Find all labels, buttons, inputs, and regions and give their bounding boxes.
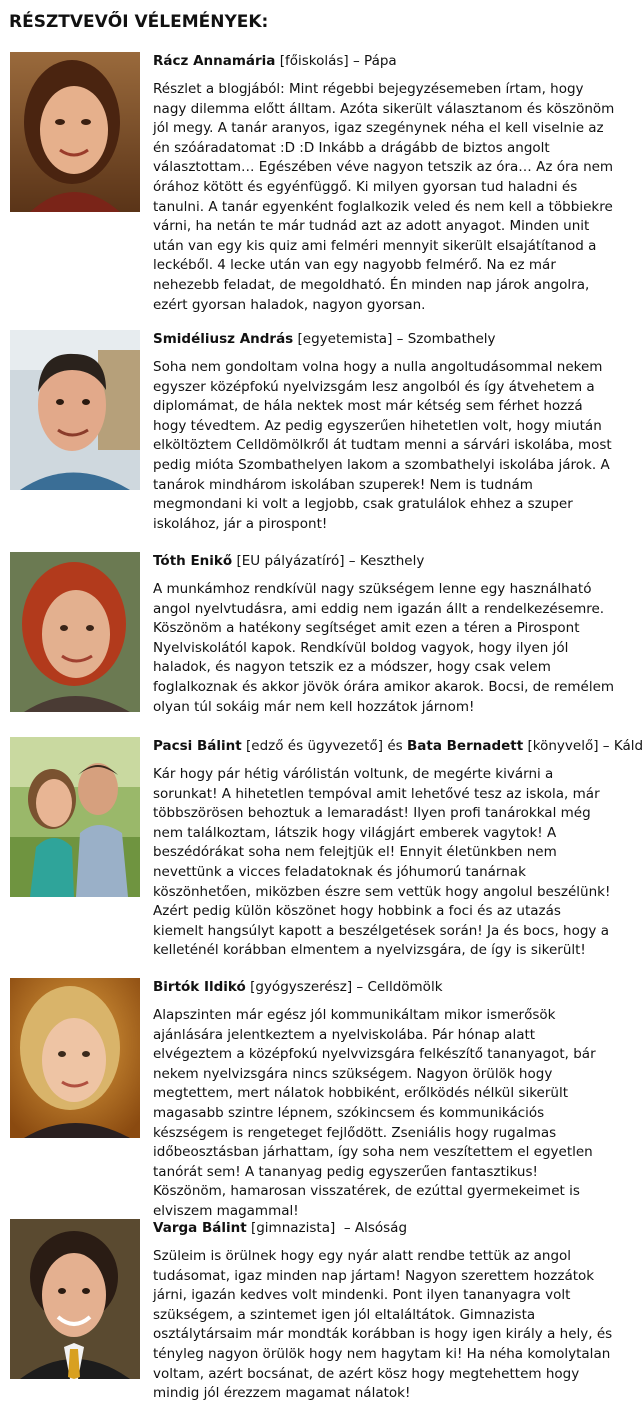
testimonial-content xyxy=(153,978,615,1222)
testimonial-text: Szüleim is örülnek hogy egy nyár alatt rendbe tettük az angol tudásomat, igaz minden nap jártam! Nagyon szerettem hozzátok járni, igazán kedves volt mindenki. Pont ilyen tananyagra volt szükségem, a szintemet igen jól eltaláltátok. Gimnazista osztálytársaim már mondták korábban is hogy igen király a hely, és tényleg nagyon örülök hogy nem hagytam ki! Ha néha komolytalan voltam, azért bocsánat, de azért kösz hogy megtehettem hogy mindig jól érezzem magamat nálatok! xyxy=(153,1248,613,1402)
photo-toth-eniko xyxy=(10,552,140,712)
author-role: [egyetemista] xyxy=(297,331,393,347)
testimonial-text: A munkámhoz rendkívül nagy szükségem lenne egy használható angol nyelvtudásra, ami eddig nem igazán állt a rendelkezésemre. Köszönöm a hatékony segítséget amit ezen a téren a Pirospont Nyelviskolától kapok. Rendkívül boldog vagyok, hogy ilyen jól haladok, és nagyon tetszik ez a módszer, hogy csak velem foglalkoznak és akkor jövök órára amikor akarok. Bocsi, de remélem olyan túl sokáig már nem kell hozzátok járnom! xyxy=(153,581,615,715)
testimonial-text: Alapszinten már egész jól kommunikáltam mikor ismerősök ajánlására jelentkeztem a nyelviskolába. Pár hónap alatt elvégeztem a középfokú nyelvvizsgára felkészítő tananyagot, bár nekem nyelvizsgára nincs szükségem. Nagyon örülök hogy megtettem, mert nálatok hobbiként, erőlködés nélkül sikerült magasabb szintre lépnem, szókincsem és kommunikációs készségem is rengeteget fejlődött. Zseniális hogy rugalmas időbeosztásban járhattam, így soha nem veszítettem el egyetlen tanórát sem! A tananyag pedig egyszerűen fantasztikus! Köszönöm, hamarosan visszatérek, de ezúttal gyermekeimet is elviszem magammal! xyxy=(153,1007,596,1219)
separator: – xyxy=(392,331,408,347)
testimonial-content xyxy=(153,552,615,717)
testimonial-text: Részlet a blogjából: Mint régebbi bejegyzésemeben írtam, hogy nagy dilemma előtt álltam. Azóta sikerült választanom és köszönöm jól megy. A tanár aranyos, igaz szegénynek néha el kell viselnie az én szóáradatomat :D :D Inkább a drágább de biztos angolt választottam… Egészében véve nagyon tetszik az óra… Az óra nem órához kötött és egyénfüggő. Ki milyen gyorsan tud haladni és tanulni. A tanár egyenként foglalkozik veled és nem kell a többiekre várni, ha netán te már tudnád azt az adott anyagot. Minden unit után van egy kis quiz ami felméri mennyit sikerült elsajátítanod a leckéből. 4 lecke után van egy nagyobb felmérő. Na ez már nehezebb feladat, de megoldható. Én minden nap járok angolra, ezért gyorsan haladok, nagyon gyorsan. xyxy=(153,81,615,313)
author-line xyxy=(153,978,615,996)
author-city: Káld xyxy=(613,738,643,754)
author-line xyxy=(153,330,615,348)
author-role: [edző és ügyvezető] xyxy=(246,738,384,754)
author-city: Szombathely xyxy=(407,331,496,347)
testimonial-content xyxy=(153,737,643,961)
author-name: Tóth Enikő xyxy=(153,553,233,569)
photo-smideliusz-andras xyxy=(10,330,140,490)
author-role: [főiskolás] xyxy=(279,53,349,69)
testimonial-content xyxy=(153,1219,615,1404)
author-name: Birtók Ildikó xyxy=(153,979,246,995)
author-role: [gyógyszerész] xyxy=(250,979,353,995)
photo-varga-balint xyxy=(10,1219,140,1379)
author-city: Alsóság xyxy=(354,1220,408,1236)
author-role-2: [könyvelő] xyxy=(527,738,599,754)
testimonial-text: Kár hogy pár hétig várólistán voltunk, de megérte kivárni a sorunkat! A hihetetlen tempóval amit lehetővé tesz az iskola, már többszörösen behoztuk a lemaradást! Ilyen profi tanárokkal még nem találkoztam, látszik hogy világjárt emberek vagytok! A beszédórákat soha nem felejtjük el! Ennyit életünkben nem nevettünk a vicces feladatoknak és jóhumorú tanárnak köszönhetően, miközben észre sem vettük hogy angolul beszélünk! Azért pedig külön köszönet hogy hobbink a foci és az utazás kiemelt hangsúlyt kapott a beszélgetések során! Ja és bocs, hogy a kelleténél korábban elmentem a nyelvizsgára, de így is sikerült! xyxy=(153,766,611,959)
author-name: Pacsi Bálint xyxy=(153,738,242,754)
author-line xyxy=(153,52,615,70)
photo-pacsi-bata xyxy=(10,737,140,897)
page-heading: RÉSZTVEVŐI VÉLEMÉNYEK: xyxy=(9,12,269,32)
joiner: és xyxy=(383,738,407,754)
photo-racz-annamaria xyxy=(10,52,140,212)
testimonial-text: Soha nem gondoltam volna hogy a nulla angoltudásommal nekem egyszer középfokú nyelvizsgám lesz angolból és így átvehetem a diplomámat, de hála nektek most már kétség sem férhet hozzá hogy tévedtem. Az pedig egyszerűen hihetetlen volt, hogy miután elköltöztem Celldömölkről át tudtam menni a sárvári iskolába, most pedig mióta Szombathelyen lakom a szombathelyi iskolába járok. A tanárok mindhárom iskolában szuperek! Nem is tudnám megmondani ki volt a legjobb, csak gratulálok ehhez a szuper iskolához, jár a pirospont! xyxy=(153,359,612,532)
author-line xyxy=(153,552,615,570)
author-role: [gimnazista] xyxy=(250,1220,336,1236)
separator: – xyxy=(348,53,365,69)
author-city: Pápa xyxy=(364,53,397,69)
testimonial-content xyxy=(153,330,615,534)
separator: – xyxy=(344,553,360,569)
photo-birtok-ildiko xyxy=(10,978,140,1138)
author-line xyxy=(153,737,643,755)
author-name: Varga Bálint xyxy=(153,1220,247,1236)
author-name-2: Bata Bernadett xyxy=(406,738,524,754)
testimonial-content xyxy=(153,52,615,315)
author-line xyxy=(153,1219,615,1237)
author-name: Rácz Annamária xyxy=(153,53,276,69)
author-city: Celldömölk xyxy=(367,979,443,995)
separator: – xyxy=(352,979,368,995)
author-city: Keszthely xyxy=(359,553,425,569)
author-role: [EU pályázatíró] xyxy=(236,553,345,569)
author-name: Smidéliusz András xyxy=(153,331,294,347)
separator: – xyxy=(598,738,614,754)
separator: – xyxy=(335,1220,355,1236)
